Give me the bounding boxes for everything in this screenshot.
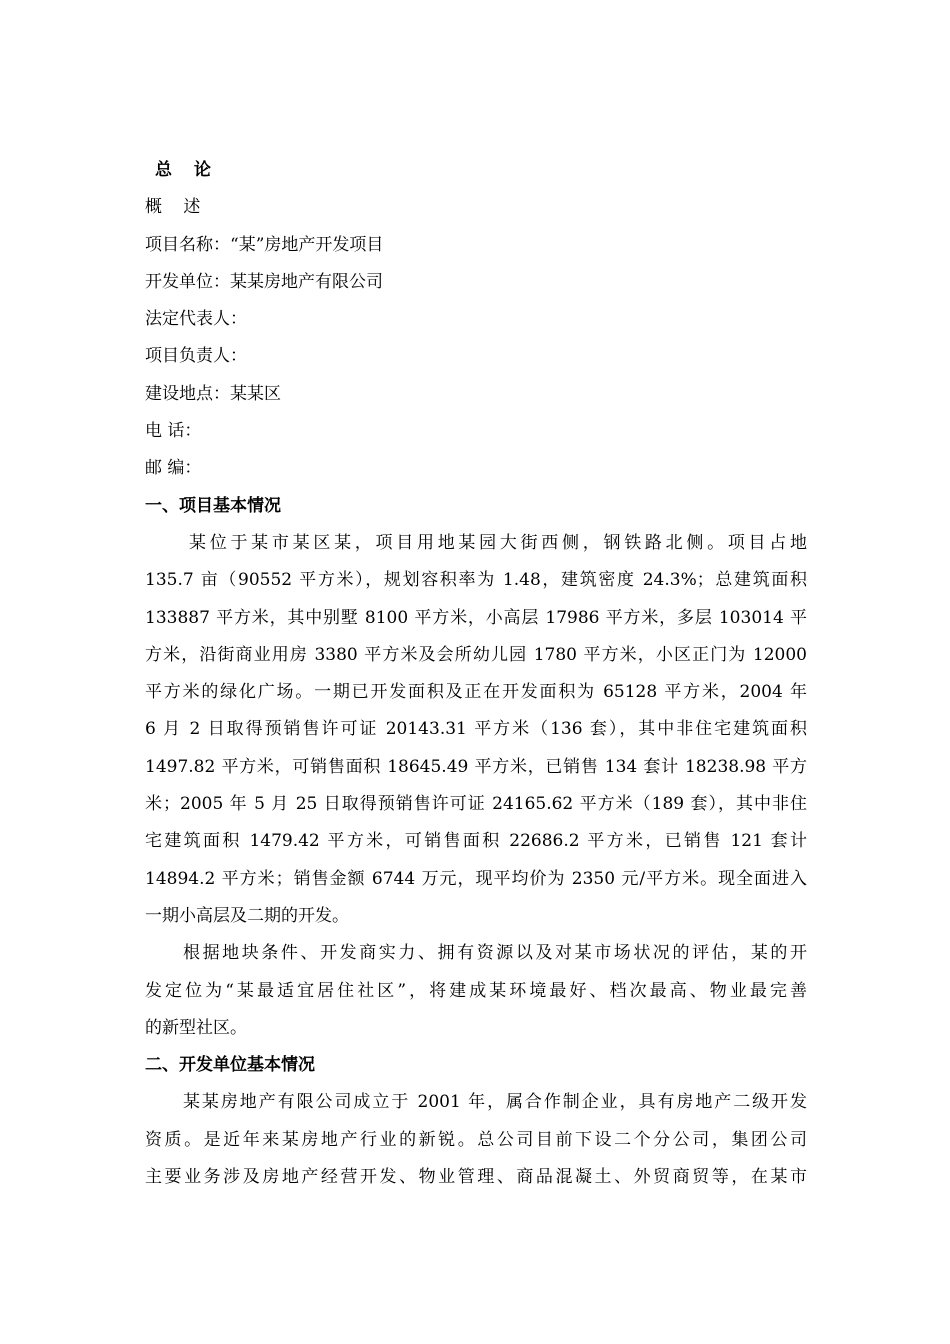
section-2-paragraph-1 bbox=[145, 1084, 807, 1196]
paragraph-line: 资质。是近年来某房地产行业的新锐。总公司目前下设二个分公司，集团公司 bbox=[145, 1129, 807, 1150]
section-2-heading: 二、开发单位基本情况 bbox=[145, 1055, 315, 1076]
info-phone: 电 话： bbox=[145, 421, 202, 442]
paragraph-line: 宅建筑面积 1479.42 平方米，可销售面积 22686.2 平方米，已销售 121 套计 bbox=[145, 831, 807, 852]
paragraph-line: 根据地块条件、开发商实力、拥有资源以及对某市场状况的评估，某的开 bbox=[183, 943, 807, 964]
info-project-name: 项目名称：“某”房地产开发项目 bbox=[145, 234, 384, 255]
paragraph-line: 某某房地产有限公司成立于 2001 年，属合作制企业，具有房地产二级开发 bbox=[183, 1092, 807, 1113]
paragraph-line: 1497.82 平方米，可销售面积 18645.49 平方米，已销售 134 套计 18238.98 平方 bbox=[145, 756, 807, 777]
paragraph-line: 133887 平方米，其中别墅 8100 平方米，小高层 17986 平方米，多层 103014 平 bbox=[145, 607, 807, 628]
paragraph-line: 14894.2 平方米；销售金额 6744 万元，现平均价为 2350 元/平方米。现全面进入 bbox=[145, 868, 807, 889]
paragraph-line: 某位于某市某区某，项目用地某园大街西侧，钢铁路北侧。项目占地 bbox=[189, 532, 807, 553]
info-location: 建设地点：某某区 bbox=[145, 383, 281, 404]
paragraph-line: 主要业务涉及房地产经营开发、物业管理、商品混凝土、外贸商贸等，在某市 bbox=[145, 1167, 807, 1188]
section-1-paragraph-2 bbox=[145, 935, 807, 1047]
info-developer: 开发单位：某某房地产有限公司 bbox=[145, 271, 383, 292]
paragraph-line: 6 月 2 日取得预销售许可证 20143.31 平方米（136 套），其中非住宅建筑面积 bbox=[145, 719, 807, 740]
section-1-heading: 一、项目基本情况 bbox=[145, 495, 281, 516]
paragraph-line: 方米，沿街商业用房 3380 平方米及会所幼儿园 1780 平方米，小区正门为 12000 bbox=[145, 644, 807, 665]
document-content bbox=[145, 152, 807, 1196]
info-project-manager: 项目负责人： bbox=[145, 346, 247, 367]
info-legal-representative: 法定代表人： bbox=[145, 309, 247, 330]
overview-label: 概 述 bbox=[145, 197, 209, 218]
paragraph-line: 的新型社区。 bbox=[145, 1017, 247, 1038]
section-1-paragraph-1 bbox=[145, 525, 807, 935]
info-postcode: 邮 编： bbox=[145, 458, 202, 479]
document-title: 总 论 bbox=[155, 160, 219, 180]
paragraph-line: 米；2005 年 5 月 25 日取得预销售许可证 24165.62 平方米（189 套），其中非住 bbox=[145, 794, 807, 815]
paragraph-line: 平方米的绿化广场。一期已开发面积及正在开发面积为 65128 平方米，2004 年 bbox=[145, 682, 807, 703]
paragraph-line: 发定位为“某最适宜居住社区”，将建成某环境最好、档次最高、物业最完善 bbox=[145, 980, 807, 1001]
paragraph-line: 135.7 亩（90552 平方米），规划容积率为 1.48，建筑密度 24.3%；总建筑面积 bbox=[145, 570, 807, 591]
paragraph-line: 一期小高层及二期的开发。 bbox=[145, 905, 349, 926]
